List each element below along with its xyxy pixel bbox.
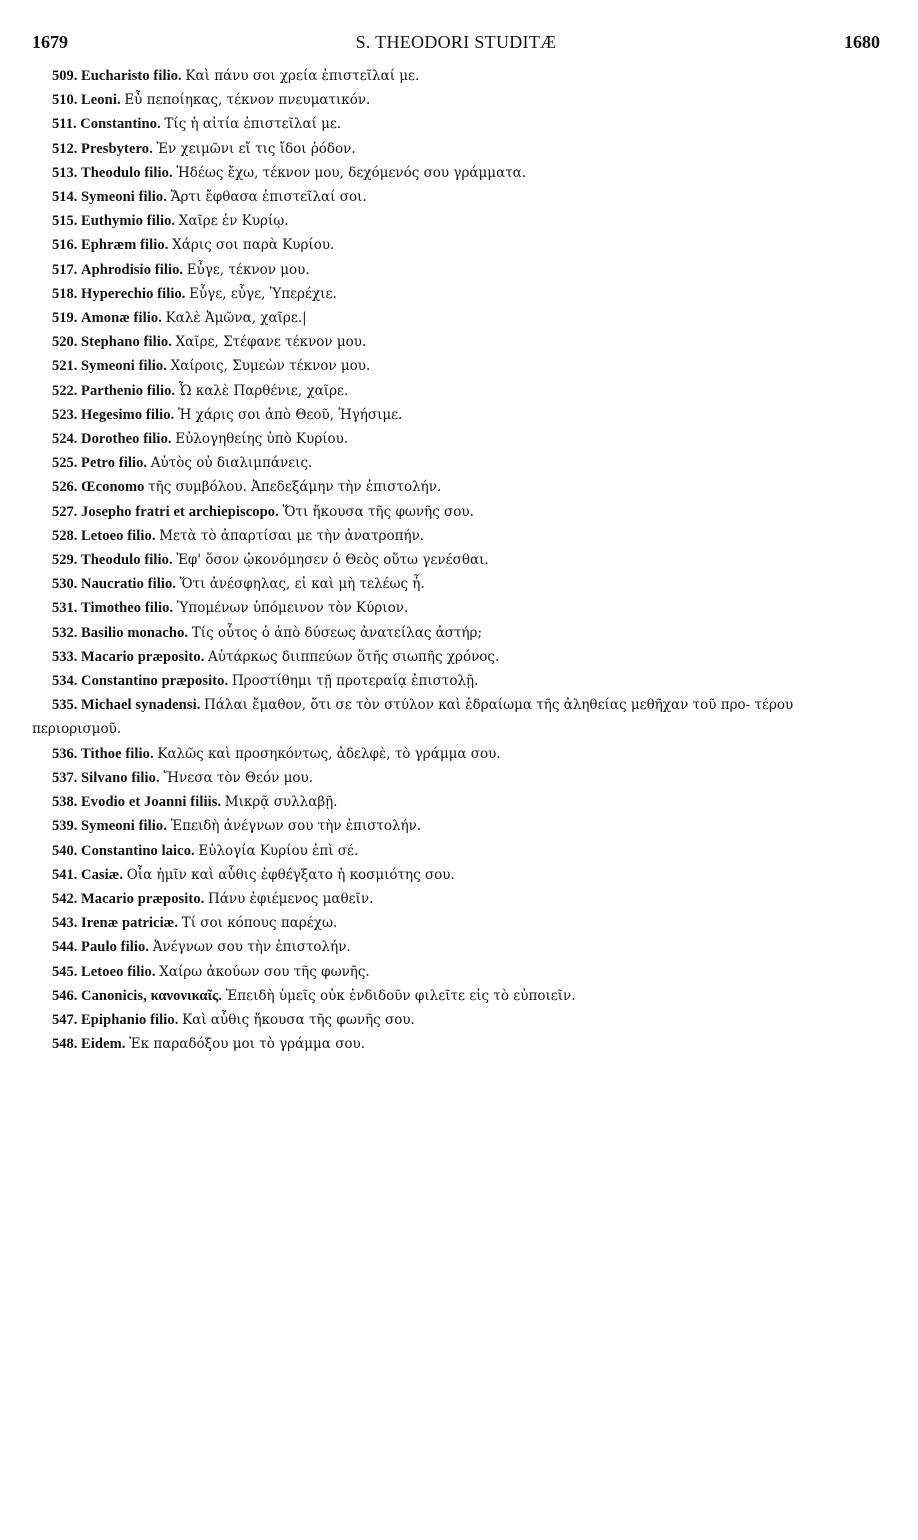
letter-entry [32, 403, 882, 427]
entry-number: 526. [52, 479, 78, 496]
entry-number: 516. [52, 237, 78, 254]
entry-recipient: Stephano filio. [81, 334, 172, 351]
letter-entry [32, 766, 882, 790]
entry-incipit: Τίς οὗτος ὁ ἀπὸ δύσεως ἀνατείλας ἀστήρ; [191, 624, 483, 641]
entry-number: 512. [52, 140, 78, 157]
entry-recipient: Evodio et Joanni filiis. [81, 794, 222, 811]
entry-recipient: Macario præposito. [81, 648, 205, 665]
entry-number: 541. [52, 866, 78, 883]
letter-entry [32, 354, 882, 378]
letter-entry [32, 887, 882, 911]
entry-recipient: Amonæ filio. [81, 310, 162, 327]
entry-number: 518. [52, 285, 78, 302]
entry-incipit: Εὖ πεποίηκας, τέκνον πνευματικόν. [124, 92, 371, 109]
entry-recipient: Leoni. [81, 92, 121, 109]
letter-entry [32, 330, 882, 354]
letter-entry [32, 427, 882, 451]
letter-entry [32, 64, 882, 88]
letter-entry [32, 984, 882, 1008]
page-number-left: 1679 [32, 32, 68, 52]
entry-incipit: Καλῶς καὶ προσηκόντως, ἀδελφὲ, τὸ γράμμα σου. [157, 745, 501, 762]
entry-recipient: Irenæ patriciæ. [81, 915, 179, 932]
entry-recipient: Œconomo [81, 479, 145, 496]
entry-recipient: Macario præposito. [81, 890, 205, 907]
entry-number: 527. [52, 503, 78, 520]
entry-number: 542. [52, 890, 78, 907]
entry-number: 544. [52, 939, 78, 956]
entry-recipient: Petro filio. [81, 455, 148, 472]
entry-incipit: Μετὰ τὸ ἀπαρτίσαι με τὴν ἀνατροπήν. [159, 527, 425, 544]
entry-incipit: Καλὲ Ἀμῶνα, χαῖρε.| [165, 310, 307, 327]
entry-recipient: Symeoni filio. [81, 818, 167, 835]
entry-incipit: Ἐφ' ὅσον ᾠκονόμησεν ὁ Θεὸς οὕτω γενέσθαι. [176, 552, 489, 569]
entry-incipit: Καὶ αὖθις ἤκουσα τῆς φωνῆς σου. [182, 1011, 415, 1028]
entry-number: 531. [52, 600, 78, 617]
entry-recipient: Hegesimo filio. [81, 406, 175, 423]
letter-entry [32, 233, 882, 257]
entry-number: 545. [52, 963, 78, 980]
entry-incipit: Ἄρτι ἔφθασα ἐπιστεῖλαί σοι. [170, 189, 367, 206]
letter-entry [32, 282, 882, 306]
letter-entry [32, 258, 882, 282]
letter-entry [32, 1032, 882, 1056]
entry-number: 509. [52, 68, 78, 84]
letter-entry [32, 596, 882, 620]
entry-incipit: Ἐπειδὴ ὑμεῖς οὐκ ἐνδιδοῦν φιλεῖτε εἰς τὸ εὐποιεῖν. [225, 987, 576, 1004]
entry-recipient: Constantino præposito. [81, 673, 229, 690]
entry-number: 540. [52, 842, 78, 859]
entry-number: 514. [52, 189, 78, 206]
entry-incipit: Ὑπομένων ὑπόμεινον τὸν Κύριον. [176, 600, 409, 617]
entry-number: 546. [52, 987, 78, 1004]
entry-number: 538. [52, 794, 78, 811]
entry-incipit: Ἡδέως ἔχω, τέκνον μου, δεχόμενός σου γράμματα. [176, 164, 527, 181]
entry-recipient: Paulo filio. [81, 939, 150, 956]
entry-number: 535. [52, 697, 78, 714]
entry-recipient: Michael synadensi. [81, 697, 201, 714]
entry-incipit: τῆς συμβόλου. Ἀπεδεξάμην τὴν ἐπιστολήν. [148, 479, 442, 496]
entry-recipient: Ephræm filio. [81, 237, 169, 254]
entry-number: 522. [52, 382, 78, 399]
letter-entry [32, 621, 882, 645]
entry-number: 533. [52, 648, 78, 665]
entry-recipient: Aphrodisio filio. [81, 261, 184, 278]
letter-entry [32, 524, 882, 548]
letter-entry [32, 863, 882, 887]
entry-number: 510. [52, 92, 78, 109]
letter-entry [32, 185, 882, 209]
entry-recipient: Theodulo filio. [81, 552, 173, 569]
letter-entry [32, 209, 882, 233]
entry-incipit: Εὐλογηθείης ὑπὸ Κυρίου. [175, 431, 349, 448]
letter-entry [32, 790, 882, 814]
entry-recipient: Timotheo filio. [81, 600, 174, 617]
entry-recipient: Constantino. [80, 116, 161, 133]
entry-recipient: Euthymio filio. [81, 213, 176, 230]
entry-recipient: Symeoni filio. [81, 358, 167, 375]
entry-recipient: Theodulo filio. [81, 164, 173, 181]
letter-entry [32, 161, 882, 185]
entry-number: 525. [52, 455, 78, 472]
entry-recipient: Eidem. [81, 1036, 126, 1053]
entry-incipit: Αὐτὸς οὐ διαλιμπάνεις. [150, 455, 313, 472]
entry-recipient: Josepho fratri et archiepiscopo. [81, 503, 279, 520]
letter-entry [32, 839, 882, 863]
entry-number: 543. [52, 915, 78, 932]
letter-entry [32, 669, 882, 693]
entry-incipit: Εὐλογία Κυρίου ἐπὶ σέ. [198, 842, 359, 859]
letter-entry [32, 475, 882, 499]
entry-recipient: Symeoni filio. [81, 189, 167, 206]
letter-entry [32, 572, 882, 596]
entry-recipient: Eucharisto filio. [81, 68, 182, 84]
letter-entry [32, 911, 882, 935]
entry-number: 534. [52, 673, 78, 690]
entry-recipient: Tithoe filio. [81, 745, 154, 762]
entry-incipit: Οἷα ἡμῖν καὶ αὖθις ἐφθέγξατο ἡ κοσμιότης σου. [126, 866, 455, 883]
entry-recipient: Hyperechio filio. [81, 285, 186, 302]
entry-number: 532. [52, 624, 78, 641]
entry-number: 513. [52, 164, 78, 181]
letter-index-list [32, 64, 882, 1056]
entry-number: 511. [52, 116, 77, 133]
entry-incipit: Ὦ καλὲ Παρθένιε, χαῖρε. [178, 382, 349, 399]
entry-recipient: Presbytero. [81, 140, 153, 157]
entry-incipit: Αὐτάρκως διιππεύων ὅτῆς σιωπῆς χρόνος. [208, 648, 500, 665]
entry-incipit: Πάνυ ἐφιέμενος μαθεῖν. [208, 890, 374, 907]
entry-number: 521. [52, 358, 78, 375]
entry-number: 524. [52, 431, 78, 448]
letter-entry [32, 1008, 882, 1032]
entry-recipient: Silvano filio. [81, 769, 160, 786]
entry-number: 537. [52, 769, 78, 786]
entry-incipit: Καὶ πάνυ σοι χρεία ἐπιστεῖλαί με. [185, 68, 420, 84]
entry-recipient: Constantino laico. [81, 842, 195, 859]
entry-incipit: Εὖγε, εὖγε, Ὑπερέχιε. [189, 285, 337, 302]
entry-recipient: Naucratio filio. [81, 576, 177, 593]
entry-recipient: Parthenio filio. [81, 382, 176, 399]
letter-entry [32, 306, 882, 330]
entry-incipit: Χάρις σοι παρὰ Κυρίου. [172, 237, 335, 254]
entry-incipit: Ὅτι ἤκουσα τῆς φωνῆς σου. [282, 503, 474, 520]
entry-incipit: Ἐν χειμῶνι εἴ τις ἴδοι ῥόδον. [156, 140, 356, 157]
entry-recipient: Letoeo filio. [81, 527, 156, 544]
letter-entry [32, 645, 882, 669]
entry-recipient: Dorotheo filio. [81, 431, 172, 448]
entry-number: 520. [52, 334, 78, 351]
entry-number: 529. [52, 552, 78, 569]
entry-incipit: Ἀνέγνων σου τὴν ἐπιστολήν. [152, 939, 351, 956]
entry-recipient: Casiæ. [81, 866, 124, 883]
entry-incipit: Εὖγε, τέκνον μου. [186, 261, 310, 278]
entry-incipit: Ὅτι ἀνέσφηλας, εἰ καὶ μὴ τελέως ἦ. [179, 576, 425, 593]
letter-entry [32, 935, 882, 959]
entry-number: 519. [52, 310, 78, 327]
running-title: S. THEODORI STUDITÆ [355, 32, 557, 52]
entry-recipient: Epiphanio filio. [81, 1011, 179, 1028]
letter-entry [32, 960, 882, 984]
letter-entry [32, 500, 882, 524]
letter-entry [32, 88, 882, 112]
letter-entry [32, 742, 882, 766]
entry-number: 548. [52, 1036, 78, 1053]
entry-number: 547. [52, 1011, 78, 1028]
letter-entry [32, 548, 882, 572]
entry-incipit: Ἤνεσα τὸν Θεόν μου. [163, 769, 314, 786]
letter-entry [32, 112, 882, 136]
entry-number: 523. [52, 406, 78, 423]
letter-entry [32, 693, 882, 741]
entry-recipient: Canonicis, κανονικαῖς. [81, 987, 223, 1004]
entry-incipit: Μικρᾷ συλλαβῇ. [224, 794, 338, 811]
entry-incipit: Ἡ χάρις σοι ἀπὸ Θεοῦ, Ἡγήσιμε. [177, 406, 403, 423]
page-header [32, 32, 880, 58]
letter-entry [32, 137, 882, 161]
entry-incipit: Τίς ἡ αἰτία ἐπιστεῖλαί με. [164, 116, 342, 133]
entry-incipit: Χαίροις, Συμεὼν τέκνον μου. [170, 358, 371, 375]
entry-incipit: Χαίρω ἀκούων σου τῆς φωνῆς. [159, 963, 370, 980]
entry-incipit: Τί σοι κόπους παρέχω. [181, 915, 338, 932]
entry-number: 517. [52, 261, 78, 278]
entry-incipit: Χαῖρε, Στέφανε τέκνον μου. [175, 334, 367, 351]
letter-entry [32, 451, 882, 475]
entry-incipit: Χαῖρε ἐν Κυρίῳ. [178, 213, 289, 230]
entry-number: 539. [52, 818, 78, 835]
entry-incipit: Πάλαι ἔμαθον, ὅτι σε τὸν στύλον καὶ ἑδραίωμα τῆς ἀληθείας μεθῆχαν τοῦ προ- τέρου περιορισμοῦ. [32, 697, 794, 738]
entry-recipient: Basilio monacho. [81, 624, 189, 641]
entry-number: 515. [52, 213, 78, 230]
entry-number: 528. [52, 527, 78, 544]
entry-incipit: Προστίθημι τῇ προτεραίᾳ ἐπιστολῇ. [231, 673, 479, 690]
entry-incipit: Ἐπειδὴ ἀνέγνων σου τὴν ἐπιστολήν. [170, 818, 422, 835]
letter-entry [32, 814, 882, 838]
entry-incipit: Ἐκ παραδόξου μοι τὸ γράμμα σου. [129, 1036, 366, 1053]
page-number-right: 1680 [844, 32, 880, 52]
entry-number: 530. [52, 576, 78, 593]
entry-number: 536. [52, 745, 78, 762]
letter-entry [32, 379, 882, 403]
entry-recipient: Letoeo filio. [81, 963, 156, 980]
